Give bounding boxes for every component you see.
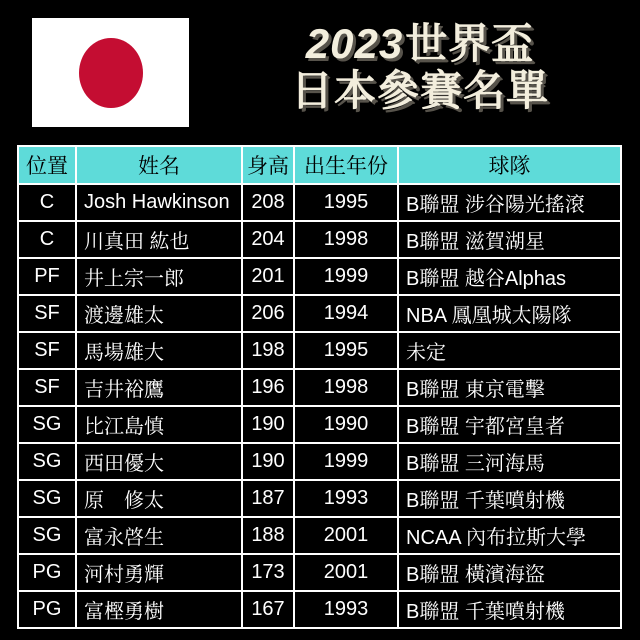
column-header-1: 姓名	[76, 146, 242, 184]
cell-birth-year: 1993	[294, 591, 398, 628]
cell-team: NCAA 內布拉斯大學	[398, 517, 621, 554]
roster-table-body	[18, 184, 621, 628]
cell-name: Josh Hawkinson	[76, 184, 242, 221]
page-title	[210, 20, 630, 115]
cell-birth-year: 1998	[294, 221, 398, 258]
cell-birth-year: 2001	[294, 517, 398, 554]
cell-height: 196	[242, 369, 294, 406]
cell-name: 富永啓生	[76, 517, 242, 554]
title-event: 世界盃	[405, 20, 535, 67]
cell-height: 198	[242, 332, 294, 369]
roster-table-header	[18, 146, 621, 184]
cell-position: SG	[18, 443, 76, 480]
table-row	[18, 221, 621, 258]
column-header-4: 球隊	[398, 146, 621, 184]
japan-flag	[32, 18, 189, 127]
cell-birth-year: 2001	[294, 554, 398, 591]
cell-team: B聯盟 橫濱海盜	[398, 554, 621, 591]
title-year: 2023	[305, 20, 404, 67]
cell-name: 西田優大	[76, 443, 242, 480]
cell-height: 208	[242, 184, 294, 221]
column-header-3: 出生年份	[294, 146, 398, 184]
cell-height: 188	[242, 517, 294, 554]
japan-flag-sun-icon	[79, 38, 143, 108]
cell-name: 井上宗一郎	[76, 258, 242, 295]
cell-birth-year: 1998	[294, 369, 398, 406]
cell-team: 未定	[398, 332, 621, 369]
table-row	[18, 443, 621, 480]
table-row	[18, 554, 621, 591]
cell-height: 204	[242, 221, 294, 258]
cell-height: 190	[242, 406, 294, 443]
cell-position: SF	[18, 295, 76, 332]
title-line-2: 日本參賽名單	[290, 67, 549, 115]
table-row	[18, 295, 621, 332]
cell-team: NBA 鳳凰城太陽隊	[398, 295, 621, 332]
cell-position: SF	[18, 369, 76, 406]
cell-position: C	[18, 184, 76, 221]
cell-team: B聯盟 三河海馬	[398, 443, 621, 480]
title-line-1	[210, 20, 630, 67]
cell-name: 馬場雄大	[76, 332, 242, 369]
header-row	[18, 146, 621, 184]
cell-height: 173	[242, 554, 294, 591]
cell-team: B聯盟 千葉噴射機	[398, 591, 621, 628]
cell-position: SG	[18, 480, 76, 517]
cell-team: B聯盟 越谷Alphas	[398, 258, 621, 295]
cell-birth-year: 1995	[294, 184, 398, 221]
cell-position: PG	[18, 591, 76, 628]
cell-name: 渡邊雄太	[76, 295, 242, 332]
cell-height: 187	[242, 480, 294, 517]
cell-team: B聯盟 滋賀湖星	[398, 221, 621, 258]
cell-birth-year: 1995	[294, 332, 398, 369]
cell-position: SG	[18, 517, 76, 554]
cell-height: 206	[242, 295, 294, 332]
table-row	[18, 258, 621, 295]
cell-position: PG	[18, 554, 76, 591]
cell-birth-year: 1999	[294, 443, 398, 480]
table-row	[18, 332, 621, 369]
column-header-2: 身高	[242, 146, 294, 184]
cell-height: 167	[242, 591, 294, 628]
cell-name: 比江島慎	[76, 406, 242, 443]
cell-name: 吉井裕鷹	[76, 369, 242, 406]
table-row	[18, 406, 621, 443]
table-row	[18, 480, 621, 517]
cell-height: 201	[242, 258, 294, 295]
cell-birth-year: 1990	[294, 406, 398, 443]
table-row	[18, 184, 621, 221]
cell-position: C	[18, 221, 76, 258]
cell-team: B聯盟 宇都宮皇者	[398, 406, 621, 443]
roster-table	[17, 145, 622, 629]
cell-team: B聯盟 涉谷陽光搖滾	[398, 184, 621, 221]
cell-name: 川真田 紘也	[76, 221, 242, 258]
cell-team: B聯盟 東京電擊	[398, 369, 621, 406]
table-row	[18, 369, 621, 406]
cell-birth-year: 1999	[294, 258, 398, 295]
cell-position: PF	[18, 258, 76, 295]
cell-name: 原 修太	[76, 480, 242, 517]
table-row	[18, 517, 621, 554]
cell-birth-year: 1993	[294, 480, 398, 517]
column-header-0: 位置	[18, 146, 76, 184]
cell-position: SF	[18, 332, 76, 369]
cell-team: B聯盟 千葉噴射機	[398, 480, 621, 517]
table-row	[18, 591, 621, 628]
cell-birth-year: 1994	[294, 295, 398, 332]
cell-position: SG	[18, 406, 76, 443]
cell-height: 190	[242, 443, 294, 480]
cell-name: 富樫勇樹	[76, 591, 242, 628]
cell-name: 河村勇輝	[76, 554, 242, 591]
